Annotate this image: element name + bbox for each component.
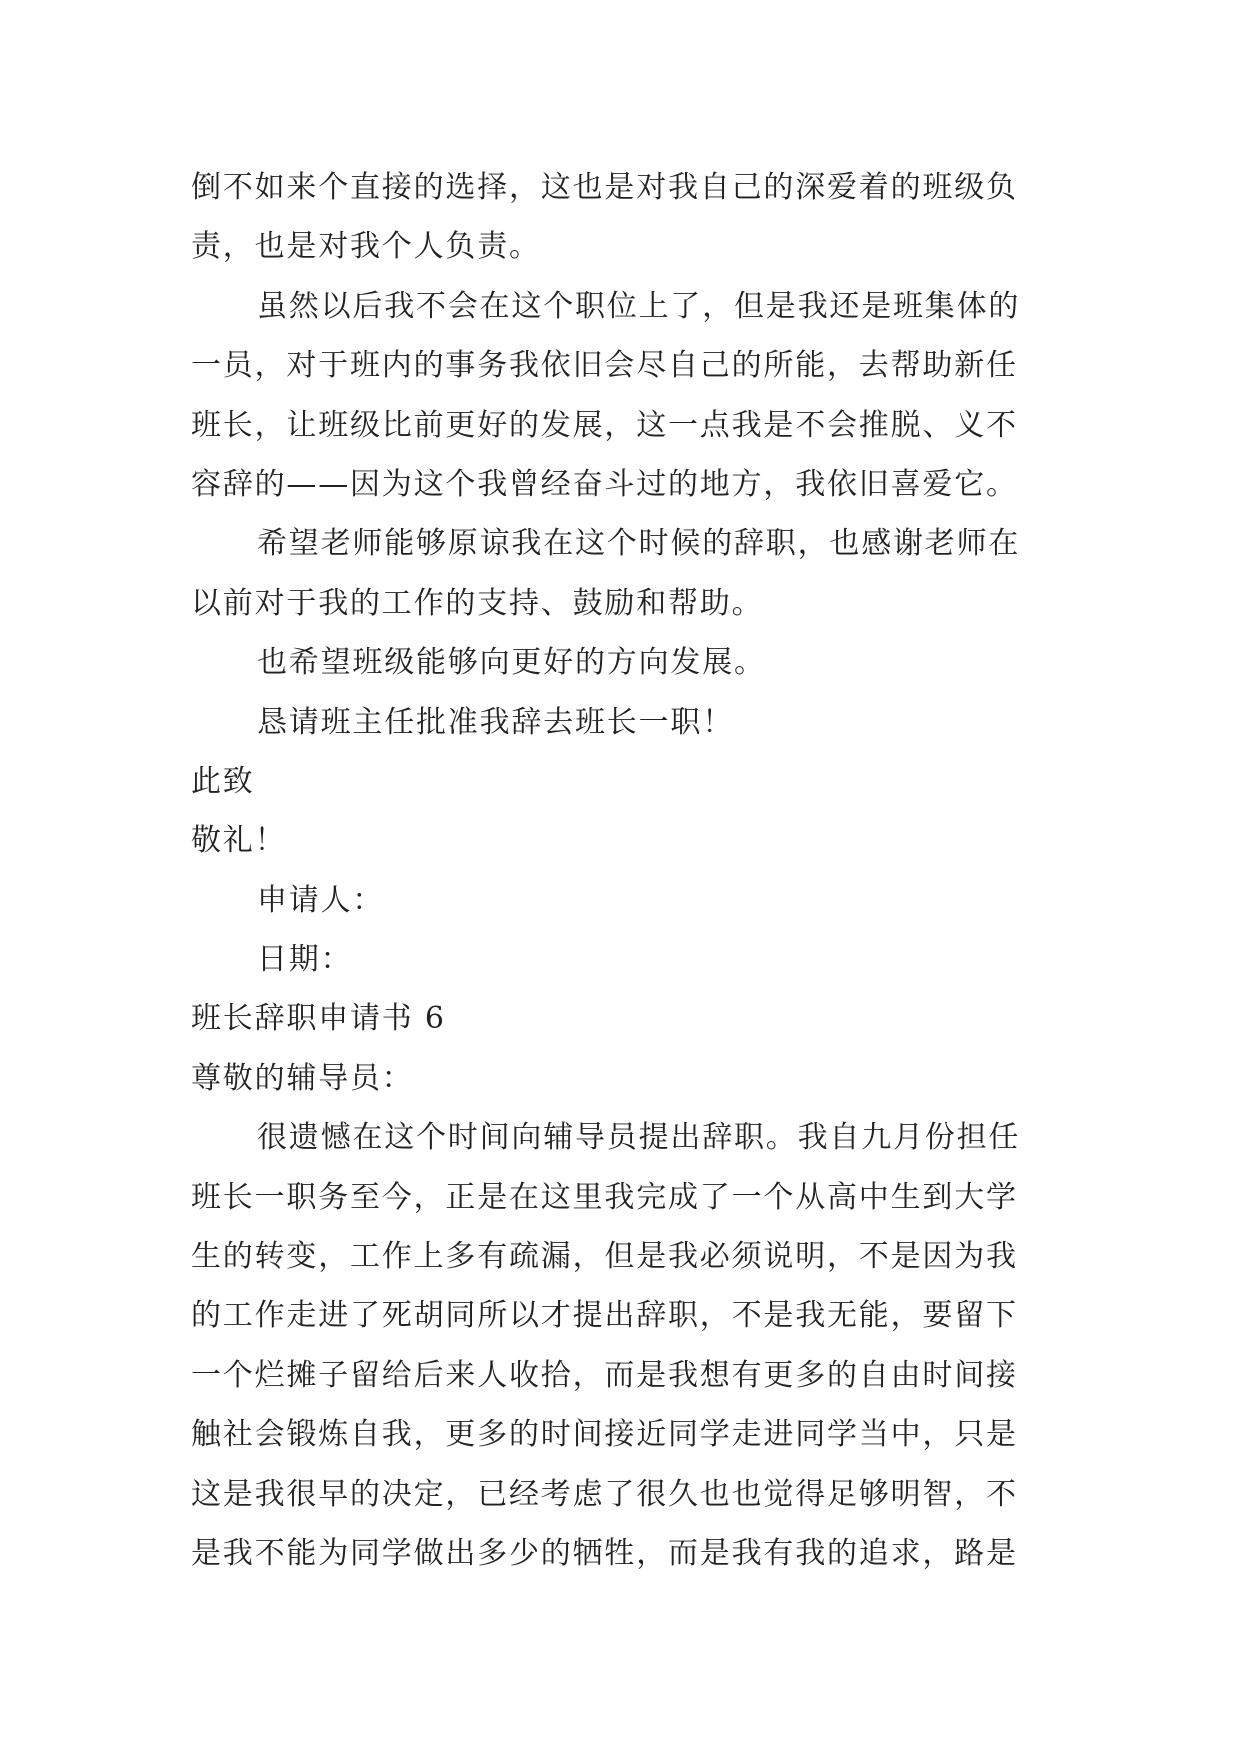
text-line: 责，也是对我个人负责。 [191, 229, 541, 265]
text-line: 容辞的——因为这个我曾经奋斗过的地方，我依旧喜爱它。 [191, 466, 1018, 502]
body-text [191, 158, 1071, 1583]
text-line: 生的转变，工作上多有疏漏，但是我必须说明，不是因为我 [191, 1239, 1018, 1275]
greeting: 尊敬的辅导员： [191, 1060, 414, 1096]
text-line: 的工作走进了死胡同所以才提出辞职，不是我无能，要留下 [191, 1298, 1018, 1334]
date-label: 日期： [257, 942, 353, 978]
paragraph-start-line: 很遗憾在这个时间向辅导员提出辞职。我自九月份担任 [257, 1120, 1021, 1156]
text-line: 是我不能为同学做出多少的牺牲，而是我有我的追求，路是 [191, 1535, 1018, 1571]
text-line: 班长，让班级比前更好的发展，这一点我是不会推脱、义不 [191, 407, 1018, 443]
closing-respect: 敬礼！ [191, 823, 287, 859]
paragraph-start-line: 也希望班级能够向更好的方向发展。 [257, 645, 766, 681]
paragraph-start-line: 虽然以后我不会在这个职位上了，但是我还是班集体的 [257, 288, 1021, 324]
applicant-label: 申请人： [257, 882, 385, 918]
text-line: 倒不如来个直接的选择，这也是对我自己的深爱着的班级负 [191, 170, 1018, 205]
paragraph-start-line: 恳请班主任批准我辞去班长一职！ [257, 704, 734, 740]
text-line: 以前对于我的工作的支持、鼓励和帮助。 [191, 585, 764, 621]
paragraph-start-line: 希望老师能够原谅我在这个时候的辞职，也感谢老师在 [257, 526, 1021, 562]
text-line: 班长一职务至今，正是在这里我完成了一个从高中生到大学 [191, 1179, 1018, 1215]
text-line: 这是我很早的决定，已经考虑了很久也也觉得足够明智，不 [191, 1476, 1018, 1512]
text-line: 触社会锻炼自我，更多的时间接近同学走进同学当中，只是 [191, 1417, 1018, 1453]
text-line: 一个烂摊子留给后来人收拾，而是我想有更多的自由时间接 [191, 1357, 1018, 1393]
text-line: 一员，对于班内的事务我依旧会尽自己的所能，去帮助新任 [191, 348, 1018, 384]
closing-salutation: 此致 [191, 763, 255, 799]
section-title: 班长辞职申请书 6 [191, 1001, 446, 1037]
